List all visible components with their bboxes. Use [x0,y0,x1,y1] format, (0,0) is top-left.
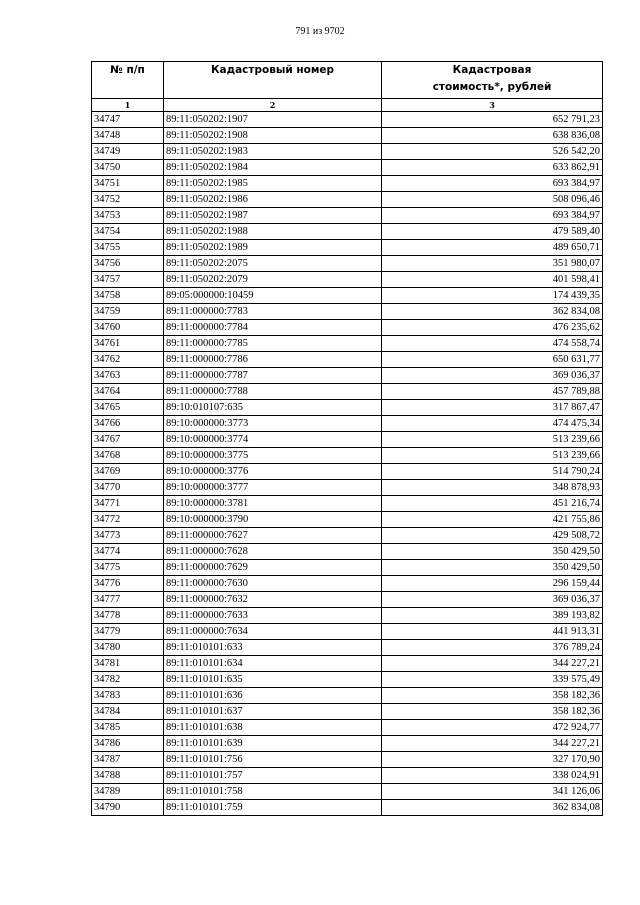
cadastral-cost-cell: 476 235,62 [382,320,603,336]
cadastral-cost-cell: 474 558,74 [382,336,603,352]
cadastral-number-cell: 89:11:000000:7633 [164,608,382,624]
column-number-row [92,99,603,112]
table-row [92,512,603,528]
cadastral-number-cell: 89:11:050202:1983 [164,144,382,160]
row-number-cell: 34764 [92,384,164,400]
table-row [92,480,603,496]
cadastral-cost-cell: 341 126,06 [382,784,603,800]
cadastral-cost-cell: 472 924,77 [382,720,603,736]
table-row [92,192,603,208]
cadastral-cost-cell: 348 878,93 [382,480,603,496]
cadastral-number-cell: 89:10:000000:3775 [164,448,382,464]
table-row [92,288,603,304]
row-number-cell: 34757 [92,272,164,288]
cadastral-table [91,61,603,816]
cadastral-cost-cell: 474 475,34 [382,416,603,432]
cadastral-number-cell: 89:11:010101:633 [164,640,382,656]
row-number-cell: 34765 [92,400,164,416]
cadastral-number-cell: 89:11:050202:1985 [164,176,382,192]
cadastral-cost-cell: 389 193,82 [382,608,603,624]
table-row [92,672,603,688]
row-number-cell: 34785 [92,720,164,736]
row-number-cell: 34747 [92,112,164,128]
cadastral-number-cell: 89:11:050202:1986 [164,192,382,208]
cadastral-cost-cell: 401 598,41 [382,272,603,288]
row-number-cell: 34754 [92,224,164,240]
cadastral-cost-cell: 350 429,50 [382,544,603,560]
row-number-cell: 34781 [92,656,164,672]
cadastral-cost-cell: 429 508,72 [382,528,603,544]
table-row [92,576,603,592]
row-number-cell: 34748 [92,128,164,144]
cadastral-number-cell: 89:11:000000:7630 [164,576,382,592]
table-row [92,688,603,704]
cadastral-cost-cell: 441 913,31 [382,624,603,640]
table-row [92,592,603,608]
row-number-cell: 34789 [92,784,164,800]
row-number-cell: 34774 [92,544,164,560]
row-number-cell: 34751 [92,176,164,192]
row-number-cell: 34790 [92,800,164,816]
row-number-cell: 34783 [92,688,164,704]
table-row [92,112,603,128]
table-row [92,384,603,400]
cadastral-cost-cell: 344 227,21 [382,656,603,672]
cadastral-cost-cell: 358 182,36 [382,704,603,720]
row-number-cell: 34749 [92,144,164,160]
table-row [92,800,603,816]
table-row [92,464,603,480]
table-row [92,208,603,224]
cadastral-number-cell: 89:11:000000:7628 [164,544,382,560]
cadastral-cost-cell: 451 216,74 [382,496,603,512]
row-number-cell: 34752 [92,192,164,208]
table-row [92,560,603,576]
column-number-1: 1 [92,99,164,112]
table-row [92,176,603,192]
cadastral-cost-cell: 421 755,86 [382,512,603,528]
cadastral-number-cell: 89:11:000000:7786 [164,352,382,368]
cadastral-cost-cell: 457 789,88 [382,384,603,400]
cadastral-cost-cell: 489 650,71 [382,240,603,256]
table-row [92,144,603,160]
table-row [92,448,603,464]
row-number-cell: 34772 [92,512,164,528]
cadastral-number-cell: 89:11:050202:1987 [164,208,382,224]
cadastral-cost-cell: 339 575,49 [382,672,603,688]
row-number-cell: 34755 [92,240,164,256]
row-number-cell: 34750 [92,160,164,176]
cadastral-cost-cell: 350 429,50 [382,560,603,576]
cadastral-number-cell: 89:11:000000:7629 [164,560,382,576]
table-row [92,784,603,800]
row-number-cell: 34784 [92,704,164,720]
table-row [92,640,603,656]
table-row [92,528,603,544]
cadastral-number-cell: 89:11:050202:1984 [164,160,382,176]
cadastral-number-cell: 89:11:010101:758 [164,784,382,800]
cadastral-number-cell: 89:11:000000:7788 [164,384,382,400]
row-number-cell: 34756 [92,256,164,272]
row-number-cell: 34770 [92,480,164,496]
cadastral-number-cell: 89:11:000000:7785 [164,336,382,352]
cadastral-cost-cell: 338 024,91 [382,768,603,784]
cadastral-cost-cell: 513 239,66 [382,448,603,464]
table-row [92,544,603,560]
cadastral-number-cell: 89:11:010101:634 [164,656,382,672]
table-row [92,336,603,352]
row-number-cell: 34768 [92,448,164,464]
cadastral-cost-cell: 479 589,40 [382,224,603,240]
cadastral-cost-cell: 296 159,44 [382,576,603,592]
cadastral-number-cell: 89:11:010101:635 [164,672,382,688]
cadastral-number-cell: 89:11:050202:1988 [164,224,382,240]
table-row [92,432,603,448]
row-number-cell: 34766 [92,416,164,432]
table-row [92,704,603,720]
row-number-cell: 34775 [92,560,164,576]
cadastral-number-cell: 89:11:000000:7787 [164,368,382,384]
table-row [92,400,603,416]
cadastral-number-cell: 89:11:050202:1907 [164,112,382,128]
row-number-cell: 34759 [92,304,164,320]
row-number-cell: 34779 [92,624,164,640]
row-number-cell: 34771 [92,496,164,512]
table-row [92,240,603,256]
table-row [92,304,603,320]
table-header-row [92,62,603,99]
cadastral-number-cell: 89:11:010101:756 [164,752,382,768]
cadastral-number-cell: 89:11:050202:2075 [164,256,382,272]
cadastral-number-cell: 89:10:000000:3773 [164,416,382,432]
cadastral-cost-cell: 376 789,24 [382,640,603,656]
cadastral-cost-cell: 344 227,21 [382,736,603,752]
cadastral-cost-cell: 369 036,37 [382,368,603,384]
row-number-cell: 34786 [92,736,164,752]
cadastral-cost-cell: 362 834,08 [382,800,603,816]
cadastral-number-cell: 89:11:050202:2079 [164,272,382,288]
cadastral-number-cell: 89:10:000000:3777 [164,480,382,496]
column-number-3: 3 [382,99,603,112]
table-row [92,128,603,144]
table-row [92,736,603,752]
table-body [92,112,603,816]
row-number-cell: 34767 [92,432,164,448]
cadastral-number-cell: 89:11:010101:638 [164,720,382,736]
row-number-cell: 34763 [92,368,164,384]
cadastral-cost-cell: 327 170,90 [382,752,603,768]
row-number-cell: 34782 [92,672,164,688]
cadastral-number-cell: 89:10:000000:3776 [164,464,382,480]
cadastral-cost-cell: 358 182,36 [382,688,603,704]
cadastral-number-cell: 89:11:010101:637 [164,704,382,720]
table-row [92,768,603,784]
table-row [92,272,603,288]
table-row [92,224,603,240]
cadastral-cost-cell: 369 036,37 [382,592,603,608]
table-row [92,256,603,272]
cadastral-number-cell: 89:11:010101:639 [164,736,382,752]
cadastral-number-cell: 89:11:000000:7627 [164,528,382,544]
cadastral-number-cell: 89:10:000000:3781 [164,496,382,512]
table-row [92,624,603,640]
table-row [92,320,603,336]
cadastral-number-cell: 89:11:010101:759 [164,800,382,816]
row-number-cell: 34773 [92,528,164,544]
table-row [92,752,603,768]
row-number-cell: 34777 [92,592,164,608]
column-header-number: № п/п [92,62,164,99]
column-number-2: 2 [164,99,382,112]
cadastral-cost-cell: 526 542,20 [382,144,603,160]
row-number-cell: 34788 [92,768,164,784]
cadastral-number-cell: 89:11:000000:7783 [164,304,382,320]
cadastral-cost-cell: 174 439,35 [382,288,603,304]
cadastral-cost-cell: 650 631,77 [382,352,603,368]
row-number-cell: 34762 [92,352,164,368]
table-row [92,720,603,736]
row-number-cell: 34760 [92,320,164,336]
row-number-cell: 34778 [92,608,164,624]
column-header-cadastral-number: Кадастровый номер [164,62,382,99]
cadastral-cost-cell: 508 096,46 [382,192,603,208]
table-row [92,656,603,672]
table-row [92,160,603,176]
cadastral-cost-cell: 633 862,91 [382,160,603,176]
row-number-cell: 34776 [92,576,164,592]
cadastral-cost-cell: 693 384,97 [382,208,603,224]
cadastral-number-cell: 89:10:000000:3790 [164,512,382,528]
table-row [92,352,603,368]
cadastral-number-cell: 89:05:000000:10459 [164,288,382,304]
cadastral-number-cell: 89:11:050202:1908 [164,128,382,144]
cadastral-number-cell: 89:11:050202:1989 [164,240,382,256]
cadastral-number-cell: 89:11:000000:7634 [164,624,382,640]
row-number-cell: 34787 [92,752,164,768]
row-number-cell: 34769 [92,464,164,480]
cadastral-cost-cell: 317 867,47 [382,400,603,416]
cadastral-cost-cell: 362 834,08 [382,304,603,320]
cadastral-number-cell: 89:11:000000:7784 [164,320,382,336]
cadastral-number-cell: 89:11:000000:7632 [164,592,382,608]
row-number-cell: 34758 [92,288,164,304]
table-row [92,608,603,624]
cadastral-number-cell: 89:10:000000:3774 [164,432,382,448]
table-row [92,416,603,432]
page-indicator: 791 из 9702 [295,26,345,37]
cadastral-cost-cell: 652 791,23 [382,112,603,128]
cadastral-cost-cell: 514 790,24 [382,464,603,480]
cadastral-cost-cell: 638 836,08 [382,128,603,144]
row-number-cell: 34753 [92,208,164,224]
row-number-cell: 34780 [92,640,164,656]
row-number-cell: 34761 [92,336,164,352]
cadastral-number-cell: 89:11:010101:757 [164,768,382,784]
table-row [92,496,603,512]
table-row [92,368,603,384]
cadastral-cost-cell: 693 384,97 [382,176,603,192]
cadastral-cost-cell: 351 980,07 [382,256,603,272]
cadastral-cost-cell: 513 239,66 [382,432,603,448]
cadastral-number-cell: 89:11:010101:636 [164,688,382,704]
column-header-cadastral-cost: Кадастровая стоимость*, рублей [382,62,603,99]
cadastral-number-cell: 89:10:010107:635 [164,400,382,416]
